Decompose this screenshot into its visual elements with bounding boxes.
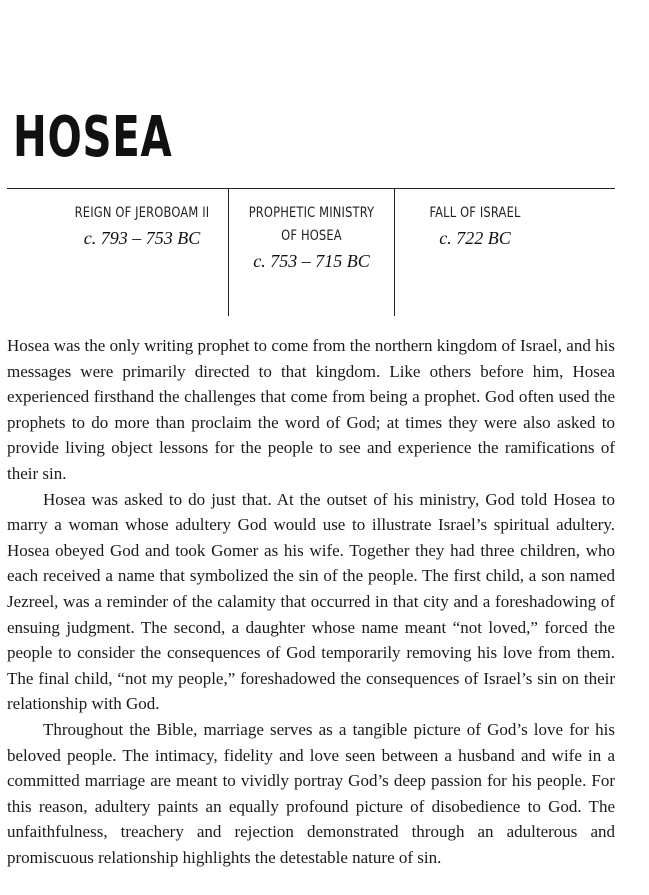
paragraph: Hosea was asked to do just that. At the outset of his ministry, God told Hosea to marry a woman whose adultery God would use to illustrate Israel’s spiritual adultery. Hosea obeyed God and took Gomer as his wife. Together they had three children, who each received a name that symbolized the sin of the people. The first child, a son named Jezreel, was a reminder of the calamity that occurred in that city and a foreshadowing of ensuing judgment. The second, a daughter whose name meant “not loved,” forced the people to consider the consequences of God temporarily removing his love from them. The final child, “not my people,” foreshadowed the consequences of Israel’s sin on their relationship with God. <box>7 489 615 714</box>
timeline-label: REIGN OF JEROBOAM II <box>74 205 210 221</box>
timeline-label: FALL OF ISRAEL <box>429 205 521 221</box>
paragraph: Hosea was the only writing prophet to come from the northern kingdom of Israel, and his messages were primarily directed to that kingdom. Like others before him, Hosea experienced firsthand the challenges that come from being a prophet. God often used the prophets to do more than proclaim the word of God; at times they were also asked to provide living object lessons for the people to see and experience the ramifications of their sin. <box>7 336 615 483</box>
body-text <box>7 333 615 870</box>
timeline-date: c. 793 – 753 BC <box>83 228 201 248</box>
timeline-entry-ministry <box>229 189 394 316</box>
timeline-label: PROPHETIC MINISTRY OF HOSEA <box>248 205 375 244</box>
paragraph: Throughout the Bible, marriage serves as a tangible picture of God’s love for his beloved people. The intimacy, fidelity and love seen between a husband and wife in a committed marriage are meant to vividly portray God’s deep passion for his people. For this reason, adultery paints an equally profound picture of disobedience to God. The unfaithfulness, treachery and rejection demonstrated through an adulterous and promiscuous relationship highlights the detestable nature of sin. <box>7 719 615 867</box>
timeline-entry-fall <box>395 189 555 316</box>
timeline-date: c. 753 – 715 BC <box>253 251 370 271</box>
timeline-date: c. 722 BC <box>439 228 511 248</box>
timeline <box>7 189 615 316</box>
page-title: HOSEA <box>13 105 173 170</box>
timeline-entry-jeroboam <box>57 189 227 316</box>
